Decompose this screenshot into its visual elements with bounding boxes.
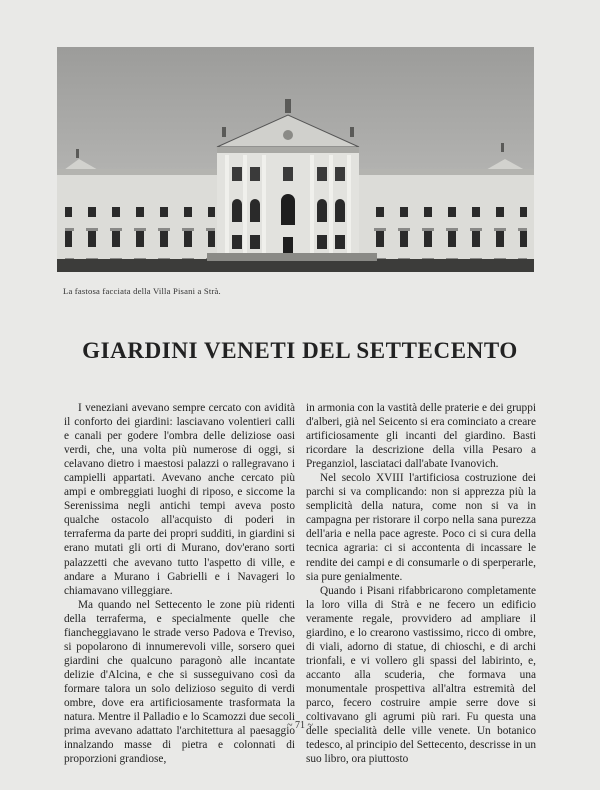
paragraph: Ma quando nel Settecento le zone più ridenti della terraferma, e specialmente quelle che fiancheggiavano le strade verso Padova e Treviso, si popolarono di innumerevoli ville, sorsero quei giardini che qualcuno paragonò alle incantate delizie d'Alcina, e che si susseguivano così da formare talora un solo delizioso seguito di verdi ombre, dove era artificiosamente trasformata la natura. Mentre il Palladio e lo Scamozzi due secoli prima avevano adattato l'architettura al paesaggio innalzando masse di pietra e colonnati di proporzioni grandiose, xyxy=(64,598,295,766)
paragraph: I veneziani avevano sempre cercato con avidità il conforto dei giardini: lasciavano volentieri calli e canali per godere l'ombra delle deliziose oasi verdi, che, una volta più numerose di oggi, si celavano dietro i maestosi palazzi o rallegravano i campielli appartati. Avevano anche cercato più ampi e ombreggiati luoghi di riposo, e siccome la Serenissima negli antichi tempi aveva posto qualche ostacolo all'acquisto di poderi in terraferma da parte dei propri sudditi, in giardini si erano mutati gli orti di Murano, dov'erano sorti palazzetti che avevano tutto l'aspetto di ville, e andare a Murano i Gabrielli e i Navageri lo chiamavano villeggiare. xyxy=(64,402,295,597)
left-text-column xyxy=(64,401,295,766)
photo-caption: La fastosa facciata della Villa Pisani a Strà. xyxy=(63,286,221,296)
right-text-column xyxy=(306,401,536,766)
article-title: GIARDINI VENETI DEL SETTECENTO xyxy=(82,338,518,363)
paragraph: Quando i Pisani rifabbricarono completamente la loro villa di Strà e ne fecero un edificio veramente regale, provvidero ad ampliare il giardino, e lo crearono vastissimo, ricco di ombre, di viali, adorno di statue, di chioschi, e di archi trionfali, e vi vollero gli spassi del labirinto, e, accanto alla scuderia, che formava una monumentale prospettiva all'altra estremità del parco, fecero costruire ampie serre dove si coltivavano gli agrumi più rari. Fu questa una delle specialità delle ville venete. Un botanico tedesco, al principio del Settecento, descrisse in un suo libro, ora piuttosto xyxy=(306,584,536,766)
paragraph: in armonia con la vastità delle praterie e dei gruppi d'alberi, già nel Seicento si era cominciato a creare artificiosamente gli incanti del giardino. Basti ricordare la descrizione della villa Pesaro a Preganziol, lasciataci dall'abate Ivanovich. xyxy=(306,402,536,471)
villa-pisani-photo xyxy=(57,47,534,272)
page-number: ~ 71 ~ xyxy=(287,720,313,731)
paragraph: Nel secolo XVIII l'artificiosa costruzione dei parchi si va complicando: non si apprezza più la semplicità della natura, come non si va in campagna per ristorare il corpo nella sana purezza dell'aria e nella pace agreste. Poco ci si cura della tecnica agraria: ci si accontenta di incassare le rendite dei campi e di consumarle o di sperperarle, sia pure genialmente. xyxy=(306,472,536,583)
